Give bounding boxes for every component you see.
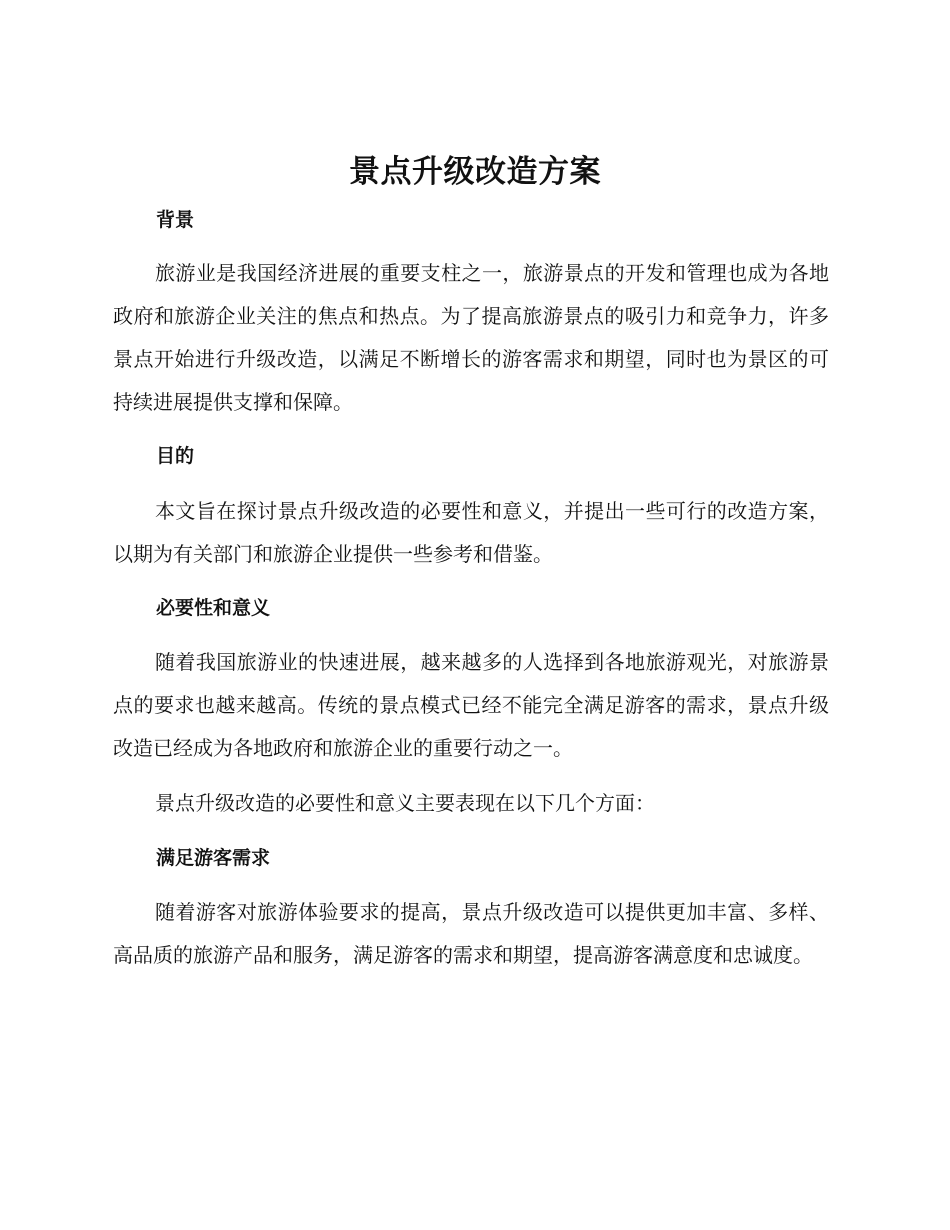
section-heading-background: 背景: [156, 209, 195, 231]
document-title: 景点升级改造方案: [349, 154, 601, 190]
paragraph-purpose: 本文旨在探讨景点升级改造的必要性和意义，并提出一些可行的改造方案，以期为有关部门和旅游企业提供一些参考和借鉴。: [113, 499, 829, 566]
section-heading-purpose: 目的: [156, 445, 195, 467]
paragraph-necessity: 随着我国旅游业的快速进展，越来越多的人选择到各地旅游观光，对旅游景点的要求也越来越高。传统的景点模式已经不能完全满足游客的需求，景点升级改造已经成为各地政府和旅游企业的重要行动之一。: [113, 650, 829, 760]
paragraph-background: 旅游业是我国经济进展的重要支柱之一，旅游景点的开发和管理也成为各地政府和旅游企业关注的焦点和热点。为了提高旅游景点的吸引力和竞争力，许多景点开始进行升级改造，以满足不断增长的游客需求和期望，同时也为景区的可持续进展提供支撑和保障。: [113, 261, 829, 414]
paragraph-necessity-aspects: 景点升级改造的必要性和意义主要表现在以下几个方面：: [155, 791, 655, 815]
paragraph-meet-demand: 随着游客对旅游体验要求的提高，景点升级改造可以提供更加丰富、多样、高品质的旅游产品和服务，满足游客的需求和期望，提高游客满意度和忠诚度。: [113, 900, 829, 967]
section-heading-necessity: 必要性和意义: [156, 597, 271, 619]
section-heading-meet-demand: 满足游客需求: [156, 847, 271, 869]
